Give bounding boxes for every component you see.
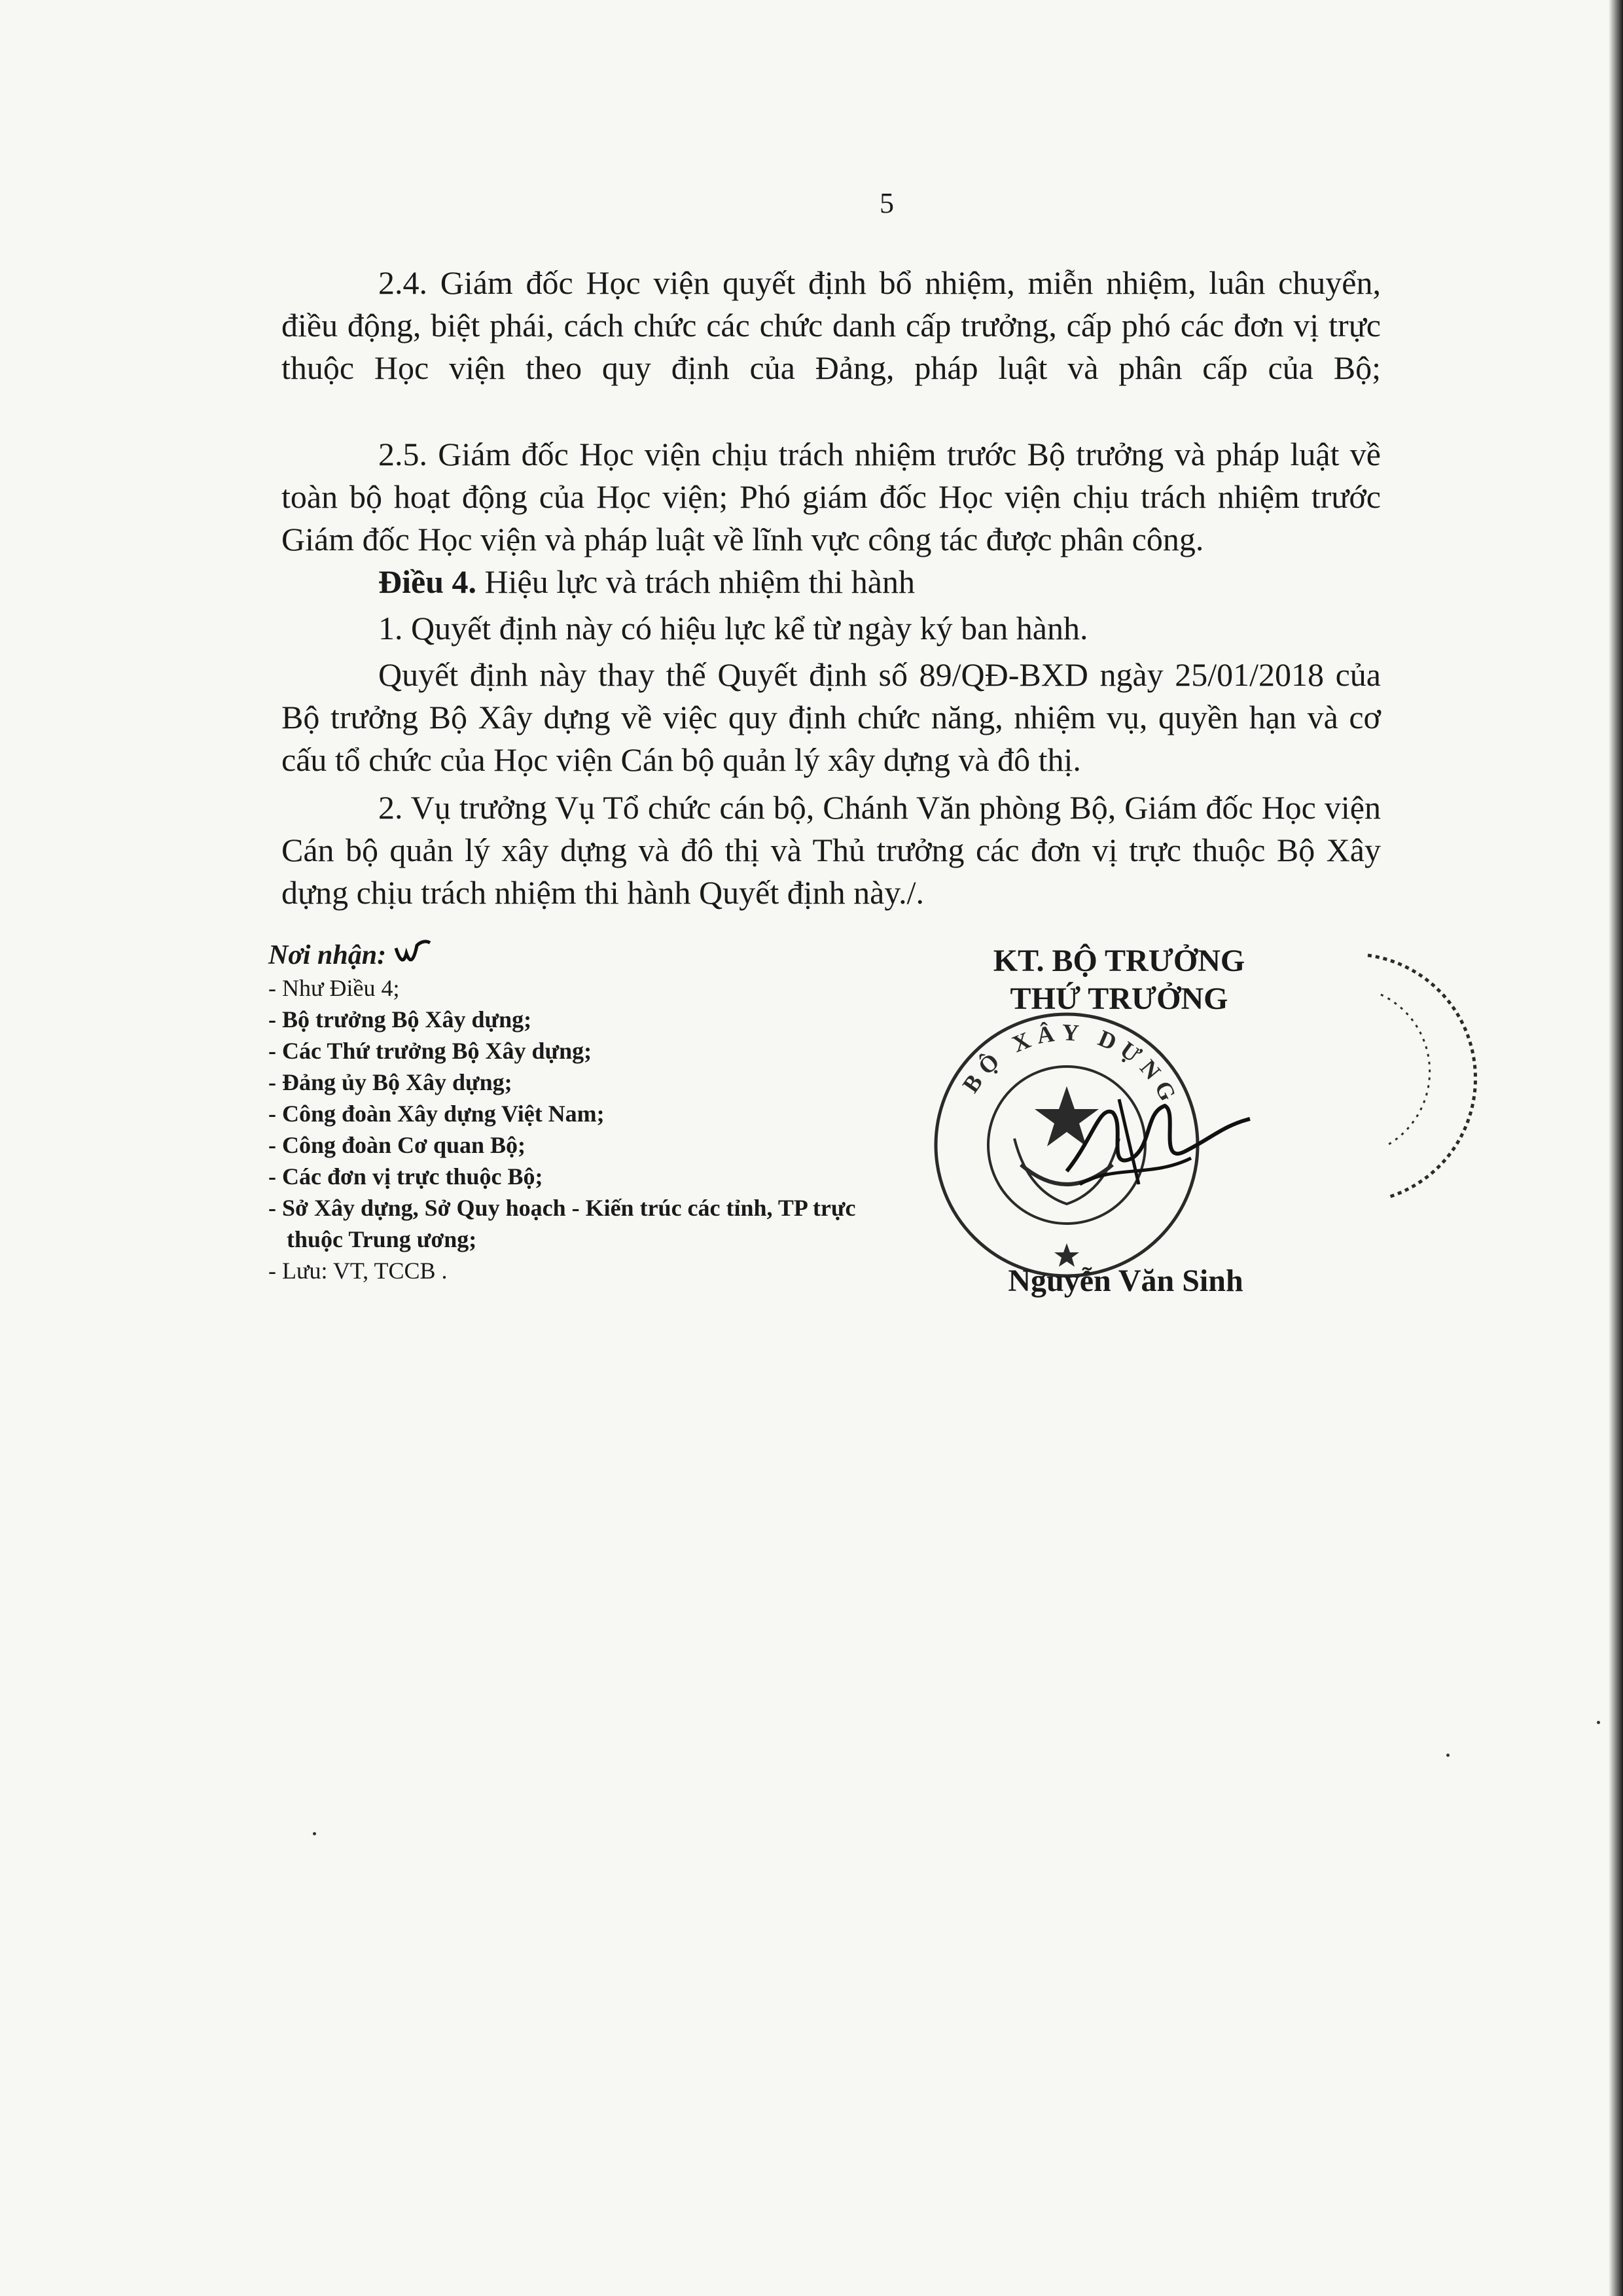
page-number: 5 [880,187,894,219]
scan-edge-shadow [1609,0,1623,2296]
article-4-replacement: Quyết định này thay thế Quyết định số 89/QĐ-BXD ngày 25/01/2018 của Bộ trưởng Bộ Xây dựng về việc quy định chức năng, nhiệm vụ, quyền hạn và cơ cấu tổ chức của Học viện Cán bộ quản lý xây dựng và đô thị. [281,656,1381,778]
paragraph-2-5: 2.5. Giám đốc Học viện chịu trách nhiệm trước Bộ trưởng và pháp luật về toàn bộ hoạt động của Học viện; Phó giám đốc Học viện chịu trách nhiệm trước Giám đốc Học viện và pháp luật về lĩnh vực công tác được phân công. [281,436,1381,557]
handwritten-signature [1054,1086,1263,1204]
recipient-item: - Sở Xây dựng, Sở Quy hoạch - Kiến trúc các tỉnh, TP trực thuộc Trung ương; [268,1195,856,1252]
article-4-label: Điều 4. [378,563,476,600]
recipients-heading [268,939,857,971]
scan-speck [1597,1721,1600,1724]
recipients-heading-text: Nơi nhận: [268,940,387,970]
signature-title-line1: KT. BỘ TRƯỞNG [993,944,1245,978]
article-4-item-2: 2. Vụ trưởng Vụ Tổ chức cán bộ, Chánh Văn phòng Bộ, Giám đốc Học viện Cán bộ quản lý xây dựng và đô thị và Thủ trưởng các đơn vị trực thuộc Bộ Xây dựng chịu trách nhiệm thi hành Quyết định này./. [281,789,1381,911]
recipient-item: - Như Điều 4; [268,975,400,1001]
article-4-item-1: 1. Quyết định này có hiệu lực kể từ ngày ký ban hành. [378,610,1088,646]
recipient-item: - Lưu: VT, TCCB . [268,1258,448,1284]
scan-speck [1446,1754,1450,1757]
partial-seal-stamp [1361,949,1479,1210]
recipient-item: - Các đơn vị trực thuộc Bộ; [268,1163,543,1190]
recipients-list [268,972,857,1286]
paragraph-2-4: 2.4. Giám đốc Học viện quyết định bổ nhiệm, miễn nhiệm, luân chuyển, điều động, biệt phái, cách chức các chức danh cấp trưởng, cấp phó các đơn vị trực thuộc Học viện theo quy định của Đảng, pháp luật và phân cấp của Bộ; [281,264,1381,386]
document-body [281,262,1381,914]
recipient-item: - Công đoàn Xây dựng Việt Nam; [268,1101,605,1127]
signature-title-line2: THỨ TRƯỞNG [1010,981,1228,1016]
article-4-title: Hiệu lực và trách nhiệm thi hành [476,563,915,600]
seal-text: BỘ XÂY DỰNG [957,1019,1185,1111]
recipients-block [268,939,857,1286]
article-4-heading [281,561,1381,603]
signature-block [929,942,1309,1018]
handwritten-mark-icon [393,939,433,968]
recipient-item: - Công đoàn Cơ quan Bộ; [268,1132,526,1158]
scan-speck [313,1832,316,1835]
recipient-item: - Bộ trưởng Bộ Xây dựng; [268,1006,532,1033]
recipient-item: - Các Thứ trưởng Bộ Xây dựng; [268,1038,592,1064]
signer-name: Nguyễn Văn Sinh [1008,1263,1243,1298]
recipient-item: - Đảng ủy Bộ Xây dựng; [268,1069,512,1095]
